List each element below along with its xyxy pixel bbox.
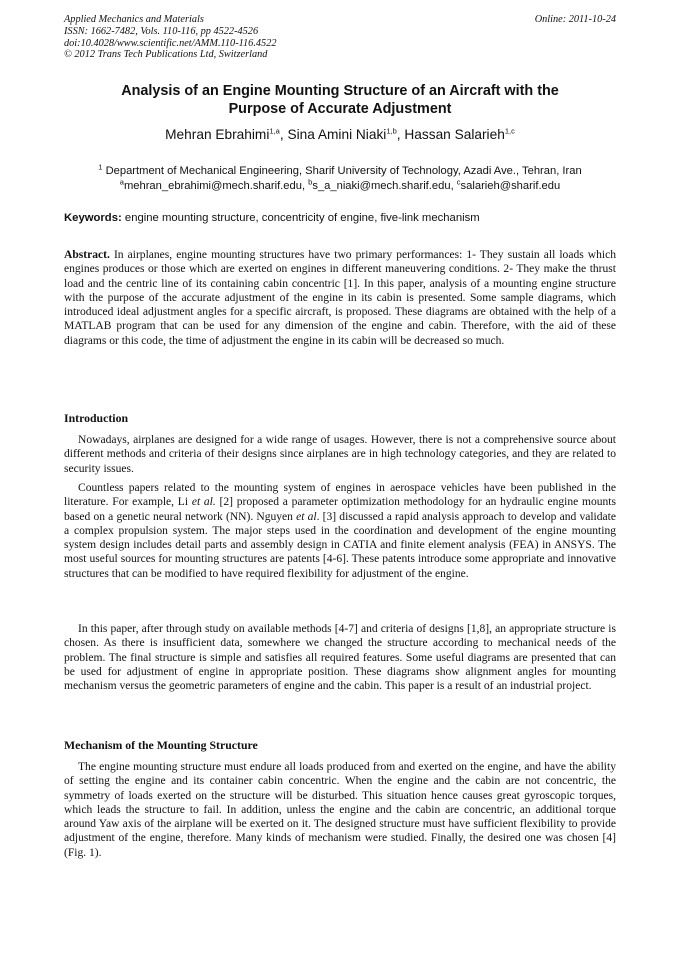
email-mark: b (308, 177, 313, 187)
email-link[interactable]: mehran_ebrahimi@mech.sharif.edu, (123, 180, 306, 192)
text-run: Countless papers related to the mounting system of engines in aerospace vehicles have been published in the literature. For example, Li (64, 482, 616, 509)
author-name: Hassan Salarieh (404, 127, 505, 142)
author-affil-mark: 1,a (269, 126, 280, 136)
title-line-2: Purpose of Accurate Adjustment (228, 101, 452, 117)
title-line-1: Analysis of an Engine Mounting Structure of an Aircraft with the (121, 83, 559, 99)
italic-et-al: et al. (191, 496, 216, 509)
section-heading-introduction: Introduction (64, 411, 129, 425)
issn-line: ISSN: 1662-7482, Vols. 110-116, pp 4522-4526 (64, 25, 259, 37)
mechanism-paragraph-1: The engine mounting structure must endure all loads produced from and exerted on the engine, and have the ability of setting the engine and its container cabin concentric. When the engine and the cabin are not concentric, the symmetry of loads exerted on the structure will be disturbed. This situation hence causes great gyroscopic torques, which leads the structure to fail. In addition, unless the engine and the cabin are concentric, an additional torque around Yaw axis of the airplane will be exerted on it. The designed structure must have sufficient flexibility to provide adjustment of the engine, therefore. Many kinds of mechanism were studied. Finally, the desired one was chosen [4] (Fig. 1). (64, 761, 616, 859)
text-run: . [3] discussed a rapid analysis approach to develop and validate a complex propulsion system. The major steps used in the coordination and development of the engine mounting system design includes detail parts and assembly design in CATIA and finite element analysis (FEA) in ANSYS. The most useful sources for mounting structures are patents [4-6]. These patents introduce some appropriate and innovative structures that can be modified to have required flexibility for adjustment of the engine. (64, 510, 616, 580)
text-run: [2] proposed a parameter optimization methodology for an hydraulic engine mounts based on a genetic neural network (NN). Nguyen (64, 496, 617, 523)
keywords-label: Keywords: (64, 212, 122, 224)
affil-mark: 1 (98, 162, 103, 172)
abstract-label: Abstract. (64, 249, 110, 261)
email-mark: a (119, 177, 124, 187)
affiliation (64, 164, 616, 194)
email-mark: c (456, 177, 461, 187)
italic-et-al: et al (296, 510, 317, 523)
intro-paragraph-3: In this paper, after through study on available methods [4-7] and criteria of designs [1,8], an appropriate structure is chosen. As there is insufficient data, somewhere we changed the structure according to mechanical needs of the problem. The final structure is simple and satisfies all required features. Some useful diagrams are presented that can be used for adjustment of engine in appropriate position. These diagrams show alignment angles for mounting mechanism versus the geometric parameters of engine and the cabin. This paper is a result of an industrial project. (64, 623, 616, 693)
keywords-text: engine mounting structure, concentricity of engine, five-link mechanism (124, 212, 480, 224)
doi-line: doi:10.4028/www.scientific.net/AMM.110-116.4522 (64, 37, 277, 49)
journal-name: Applied Mechanics and Materials (64, 14, 204, 25)
author-name: Sina Amini Niaki (287, 127, 387, 142)
copyright-line: © 2012 Trans Tech Publications Ltd, Switzerland (64, 49, 268, 61)
abstract (64, 248, 616, 348)
intro-paragraph-1: Nowadays, airplanes are designed for a wide range of usages. However, there is not a comprehensive source about different methods and criteria of their designs since airplanes are in high technology categories, and they are related to security issues. (64, 434, 616, 475)
publication-header (64, 14, 616, 61)
online-date: Online: 2011-10-24 (534, 14, 616, 25)
author-list: Mehran Ebrahimi$^{1,a}$, Sina Amini Niaki$^{1,b}$, Hassan Salarieh$^{1,c}$ (165, 126, 515, 142)
intro-paragraph-2 (64, 481, 616, 581)
email-list (64, 179, 616, 194)
affiliation-text: Department of Mechanical Engineering, Sharif University of Technology, Azadi Ave., Tehran, Iran (105, 165, 582, 177)
author-affil-mark: 1,b (386, 126, 397, 136)
email-link[interactable]: salarieh@sharif.edu (460, 180, 561, 192)
keywords (64, 212, 616, 224)
email-link[interactable]: s_a_niaki@mech.sharif.edu, (312, 180, 454, 192)
paper-title (64, 82, 616, 118)
section-heading-mechanism: Mechanism of the Mounting Structure (64, 738, 258, 752)
abstract-text: In airplanes, engine mounting structures have two primary performances: 1- They sustain all loads which engines produces or those which are exerted on engines in different maneuvering conditions. 2- They make the thrust load and the centric line of its containing cabin concentric [1]. In this paper, analysis of a mounting engine structure with the purpose of the accurate adjustment of the engine in its cabin is presented. Some sample diagrams, which introduced ideal adjustment angles for a specific aircraft, is proposed. These diagrams are obtained with the help of a MATLAB program that can be used for any dimension of the engine and cabin. Therefore, with the aid of these diagrams or this code, the time of adjustment the engine in its cabin will be decreased so much. (64, 249, 617, 347)
author-affil-mark: 1,c (504, 126, 515, 136)
author-name: Mehran Ebrahimi (165, 127, 270, 142)
